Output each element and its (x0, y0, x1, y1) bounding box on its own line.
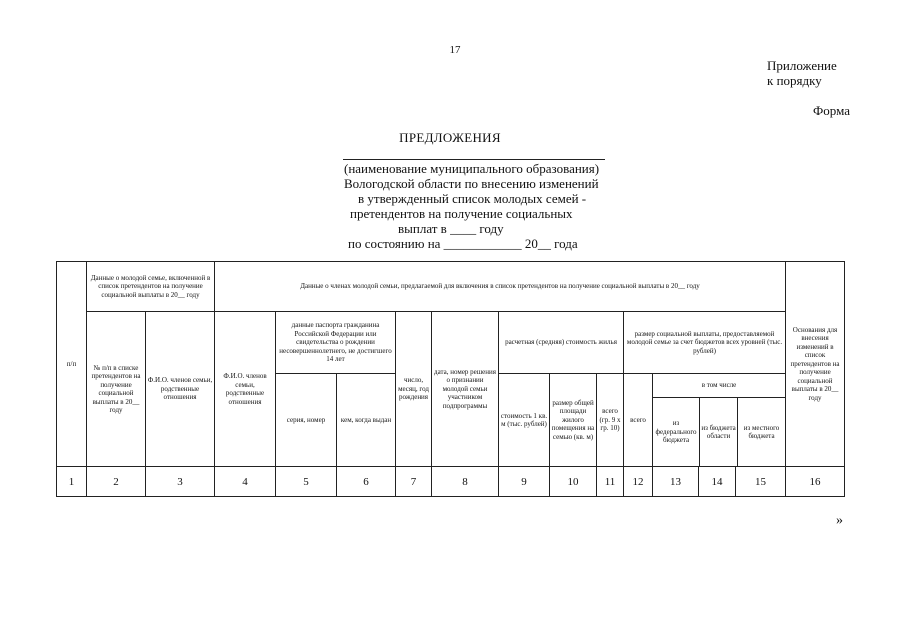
header-housing-cost: расчетная (средняя) стоимость жилья (499, 312, 624, 374)
proposals-table (56, 261, 845, 497)
document-title: ПРЕДЛОЖЕНИЯ (399, 130, 501, 145)
closing-quote: » (836, 513, 843, 528)
header-area: размер общей площади жилого помещения на семью (кв. м) (550, 374, 597, 467)
column-number: 7 (396, 467, 432, 497)
header-regional: из бюджета области (700, 398, 738, 466)
header-payment-total: всего (624, 374, 653, 467)
column-number: 6 (337, 467, 396, 497)
header-series-number: серия, номер (276, 374, 337, 467)
header-including-block (653, 374, 786, 467)
subtitle-line-2: Вологодской области по внесению изменений (344, 176, 599, 191)
header-local: из местного бюджета (743, 423, 780, 440)
subtitle-line-1: (наименование муниципального образования) (344, 161, 600, 176)
header-members-group: Данные о членах молодой семьи, предлагаемой для включения в список претендентов на получение социальной выплаты в 20__ году (215, 262, 786, 312)
form-label: Форма (813, 103, 850, 118)
column-number: 4 (215, 467, 276, 497)
column-number: 2 (87, 467, 146, 497)
column-number: 14 (699, 467, 736, 497)
subtitle-line-6: по состоянию на ____________ 20__ года (348, 236, 578, 251)
header-total-cost: всего (гр. 9 х гр. 10) (597, 374, 624, 467)
subtitle-line-5: выплат в ____ году (398, 221, 504, 236)
header-birth-date: число, месяц, год рождения (396, 312, 432, 467)
header-federal: из федерального бюджета (653, 398, 700, 466)
column-number: 3 (146, 467, 215, 497)
column-number-row (57, 467, 845, 497)
appendix-line-1: Приложение (767, 58, 837, 73)
column-number: 13 (653, 467, 699, 497)
column-number: 10 (550, 467, 597, 497)
header-basis: Основания для внесения изменений в список претендентов на получение социальной выплаты в 20__ году (786, 262, 845, 467)
subtitle-line-3: в утвержденный список молодых семей - (358, 191, 587, 206)
header-family-group: Данные о молодой семье, включенной в список претендентов на получение социальной выплаты в 20__ году (87, 262, 215, 312)
header-list-number: № п/п в списке претендентов на получение социальной выплаты в 20__ году (87, 312, 146, 467)
header-sqm-cost: стоимость 1 кв. м (тыс. рублей) (499, 374, 550, 467)
page-number: 17 (449, 44, 461, 56)
column-number: 9 (499, 467, 550, 497)
header-pp: п/п (57, 262, 87, 467)
appendix-caption (740, 58, 840, 88)
column-number: 8 (432, 467, 499, 497)
column-number: 12 (624, 467, 653, 497)
header-issued-by: кем, когда выдан (337, 374, 396, 467)
header-passport: данные паспорта гражданина Российской Федерации или свидетельства о рождении несовершеннолетнего, не достигшего 14 лет (276, 312, 396, 374)
column-number: 16 (786, 467, 845, 497)
document-subtitle (330, 161, 620, 251)
header-decision: дата, номер решения о признании молодой семьи участником подпрограммы (432, 312, 499, 467)
column-number: 1 (57, 467, 87, 497)
header-fio-members: Ф.И.О. членов семьи, родственные отношения (215, 312, 276, 467)
column-number: 15 (736, 467, 786, 497)
header-payment-size: размер социальной выплаты, предоставляемой молодой семье за счет бюджетов всех уровней (тыс. рублей) (624, 312, 786, 374)
column-number: 11 (597, 467, 624, 497)
subtitle-line-4: претендентов на получение социальных (350, 206, 573, 221)
column-number: 5 (276, 467, 337, 497)
header-including: в том числе (653, 374, 785, 398)
municipality-fill-line (343, 159, 605, 160)
appendix-line-2: к порядку (767, 73, 822, 88)
header-fio-family: Ф.И.О. членов семьи, родственные отношения (146, 312, 215, 467)
